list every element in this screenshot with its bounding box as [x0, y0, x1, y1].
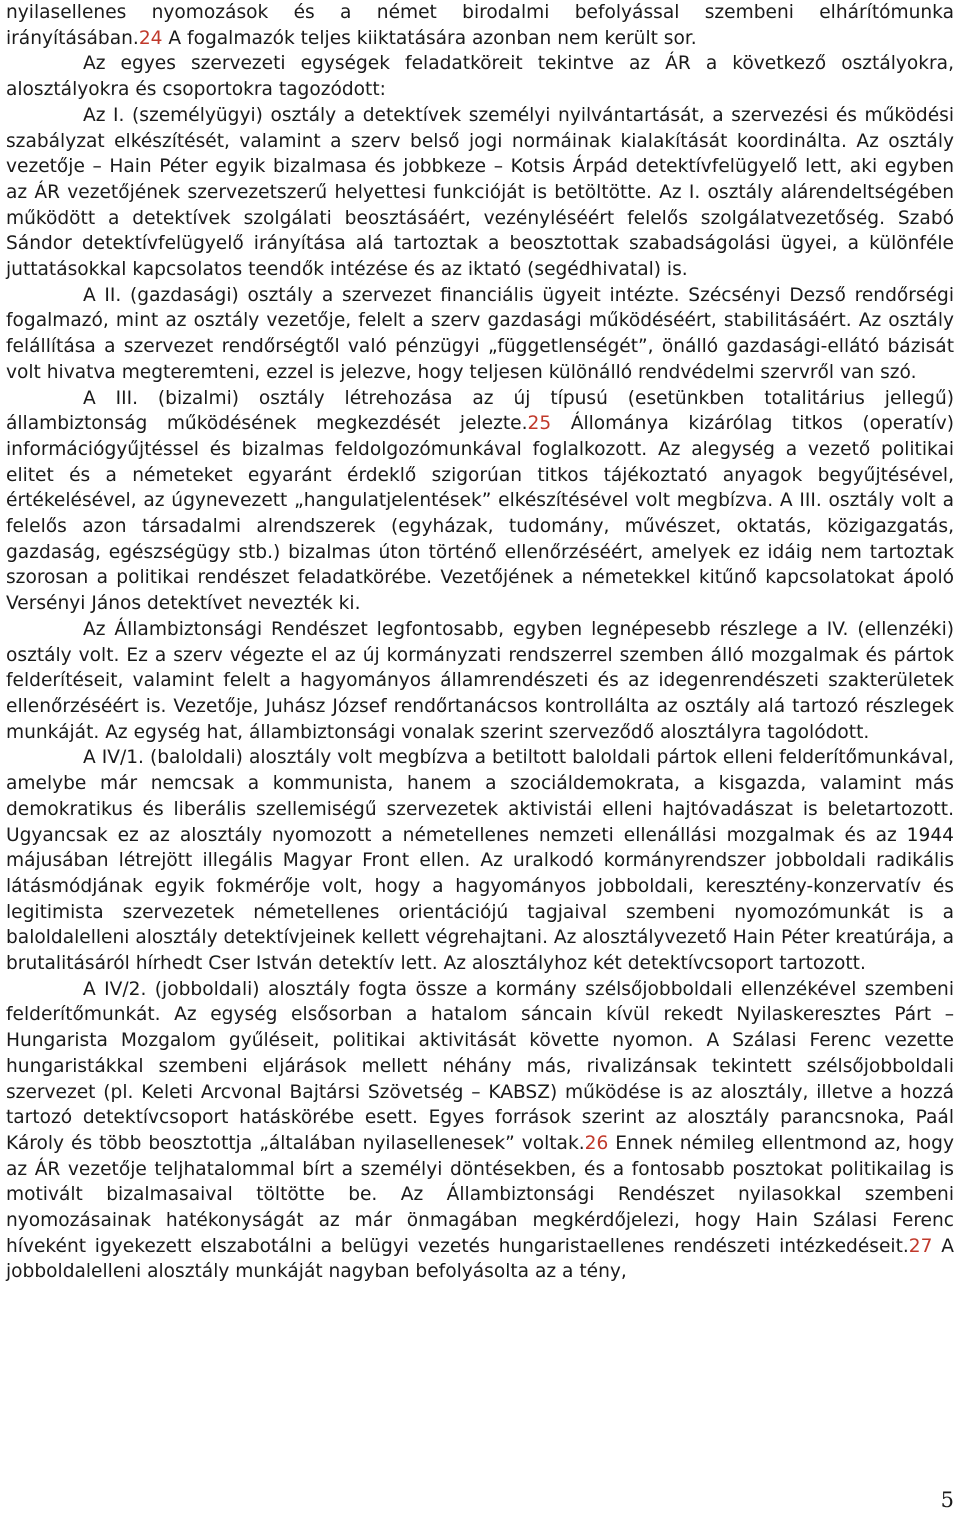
paragraph-text: A IV/1. (baloldali) alosztály volt megbízva a betiltott baloldali pártok elleni felderítőmunkával, amelybe már nemcsak a kommunista, hanem a szociáldemokrata, a kisgazda, valamint más demokratikus és liberális szellemiségű szervezetek aktivistái elleni hajtóvadászat is beletartozott. Ugyancsak ez az alosztály nyomozott a németellenes nemzeti ellenállási mozgalmak és az 1944 májusában létrejött illegális Magyar Front ellen. Az uralkodó kormányrendszer jobboldali radikális látásmódjának egyik fokmérője volt, hogy a hagyományos jobboldali, keresztény-konzervatív és legitimista szervezetek németellenes orientációjú tagjaival szembeni nyomozómunkát is a baloldalelleni alosztály detektívjeinek kellett végrehajtani. Az alosztályvezető Hain Péter kreatúrája, a brutalitásáról hírhedt Cser István detektív lett. Az alosztályhoz két detektívcsoport tartozott. [6, 747, 954, 975]
paragraph-text: Az egyes szervezeti egységek feladatköreit tekintve az ÁR a következő osztályokra, alosztályokra és csoportokra tagozódott: [6, 53, 954, 101]
paragraph-text: A II. (gazdasági) osztály a szervezet financiális ügyeit intézte. Szécsényi Dezső rendőrségi fogalmazó, mint az osztály vezetője, felelt a szerv gazdasági működéséért, stabilitásáért. Az osztály felállítása a szervezet rendőrségtől való pénzügyi „függetlenségét”, önálló gazdasági-ellátó bázisát volt hivatva megteremteni, ezzel is jelezve, hogy teljesen különálló rendvédelmi szervről van szó. [6, 284, 954, 383]
paragraph [6, 977, 954, 1285]
footnote-reference[interactable]: 27 [908, 1235, 933, 1257]
document-page [6, 0, 954, 1285]
paragraph-text: Az Állambiztonsági Rendészet legfontosabb, egyben legnépesebb részlege a IV. (ellenzéki) osztály volt. Ez a szerv végezte el az új kormányzati rendszerrel szemben álló mozgalmak és pártok felderítéseit, valamint felelt a hagyományos államrendészeti és az idegenrendészeti szakterületek ellenőrzéséért is. Vezetője, Juhász József rendőrtanácsos kontrollálta az osztály alá tartozó részlegek munkáját. Az egység hat, állambiztonsági vonalak szerint szerveződő alosztályra tagolódott. [6, 618, 954, 743]
paragraph-text: Ennek némileg ellentmond az, hogy az ÁR vezetője teljhatalommal bírt a személyi döntésekben, és a fontosabb posztokat politikailag is motivált bizalmasaival töltötte be. Az Állambiztonsági Rendészet nyilasokkal szembeni nyomozásainak hatékonyságát az már önmagában megkérdőjelezi, hogy Hain Szálasi Ferenc híveként igyekezett elszabotálni a belügyi vezetés hungaristaellenes rendészeti intézkedéseit. [6, 1132, 954, 1257]
paragraph-text: A jobboldalelleni alosztály munkáját nagyban befolyásolta az a tény, [6, 1235, 954, 1283]
footnote-reference[interactable]: 26 [584, 1132, 609, 1154]
paragraph [6, 283, 954, 386]
page-number: 5 [940, 1488, 954, 1512]
paragraph [6, 51, 954, 102]
paragraph [6, 745, 954, 976]
paragraph [6, 103, 954, 283]
footnote-reference[interactable]: 25 [527, 413, 552, 435]
paragraph-text: Állománya kizárólag titkos (operatív) információgyűjtéssel és bizalmas feldolgozómunkával foglalkozott. Az alegység a vezető politikai elitet és a németeket egyaránt érdeklő szigorúan titkos tájékoztató anyagok begyűjtésével, értékelésével, az úgynevezett „hangulatjelentések” elkészítésével volt megbízva. A III. osztály volt a felelős azon társadalmi alrendszerek (egyházak, tudomány, művészet, oktatás, közigazgatás, gazdaság, egészségügy stb.) bizalmas úton történő ellenőrzéséért, amelyek ez idáig nem tartoztak szorosan a politikai rendészet feladatkörébe. Vezetőjének a németekkel kitűnő kapcsolatokat ápoló Versényi János detektívet nevezték ki. [6, 413, 954, 615]
paragraph-text: Az I. (személyügyi) osztály a detektívek személyi nyilvántartását, a szervezési és működési szabályzat elkészítését, valamint a szerv belső jogi normáinak kialakítását koordinálta. Az osztály vezetője – Hain Péter egyik bizalmasa és jobbkeze – Kotsis Árpád detektívfelügyelő lett, aki egyben az ÁR vezetőjének szervezetszerű helyettesi funkcióját is betöltötte. Az I. osztály alárendeltségében működött a detektívek szolgálati beosztásáért, vezényléséért felelős szolgálatvezetőség. Szabó Sándor detektívfelügyelő irányítása alá tartoztak a beosztottak szabadságolási ügyei, a különféle juttatásokkal kapcsolatos teendők intézése és az iktató (segédhivatal) is. [6, 104, 954, 281]
paragraph [6, 0, 954, 51]
paragraph-text: A IV/2. (jobboldali) alosztály fogta össze a kormány szélsőjobboldali ellenzékével szembeni felderítőmunkát. Az egység elsősorban a hatalom sáncain kívül rekedt Nyilaskeresztes Párt – Hungarista Mozgalom gyűléseit, politikai aktivitását követte nyomon. A Szálasi Ferenc vezette hungaristákkal szembeni eljárások mellett néhány más, rivalizánsak tekintett szélsőjobboldali szervezet (pl. Keleti Arcvonal Bajtársi Szövetség – KABSZ) működése is az alosztály, illetve a hozzá tartozó detektívcsoport hatáskörébe esett. Egyes források szerint az alosztály parancsnoka, Paál Károly és több beosztottja „általában nyilasellenesek” voltak. [6, 978, 954, 1154]
paragraph-text: A III. (bizalmi) osztály létrehozása az új típusú (esetünkben totalitárius jellegű) állambiztonság működésének megkezdését jelezte. [6, 387, 954, 435]
paragraph-text: nyilasellenes nyomozások és a német birodalmi befolyással szembeni elhárítómunka irányításában. [6, 2, 954, 49]
paragraph-text: A fogalmazók teljes kiiktatására azonban nem került sor. [162, 27, 697, 49]
footnote-reference[interactable]: 24 [138, 27, 163, 49]
paragraph [6, 386, 954, 617]
paragraph [6, 617, 954, 746]
